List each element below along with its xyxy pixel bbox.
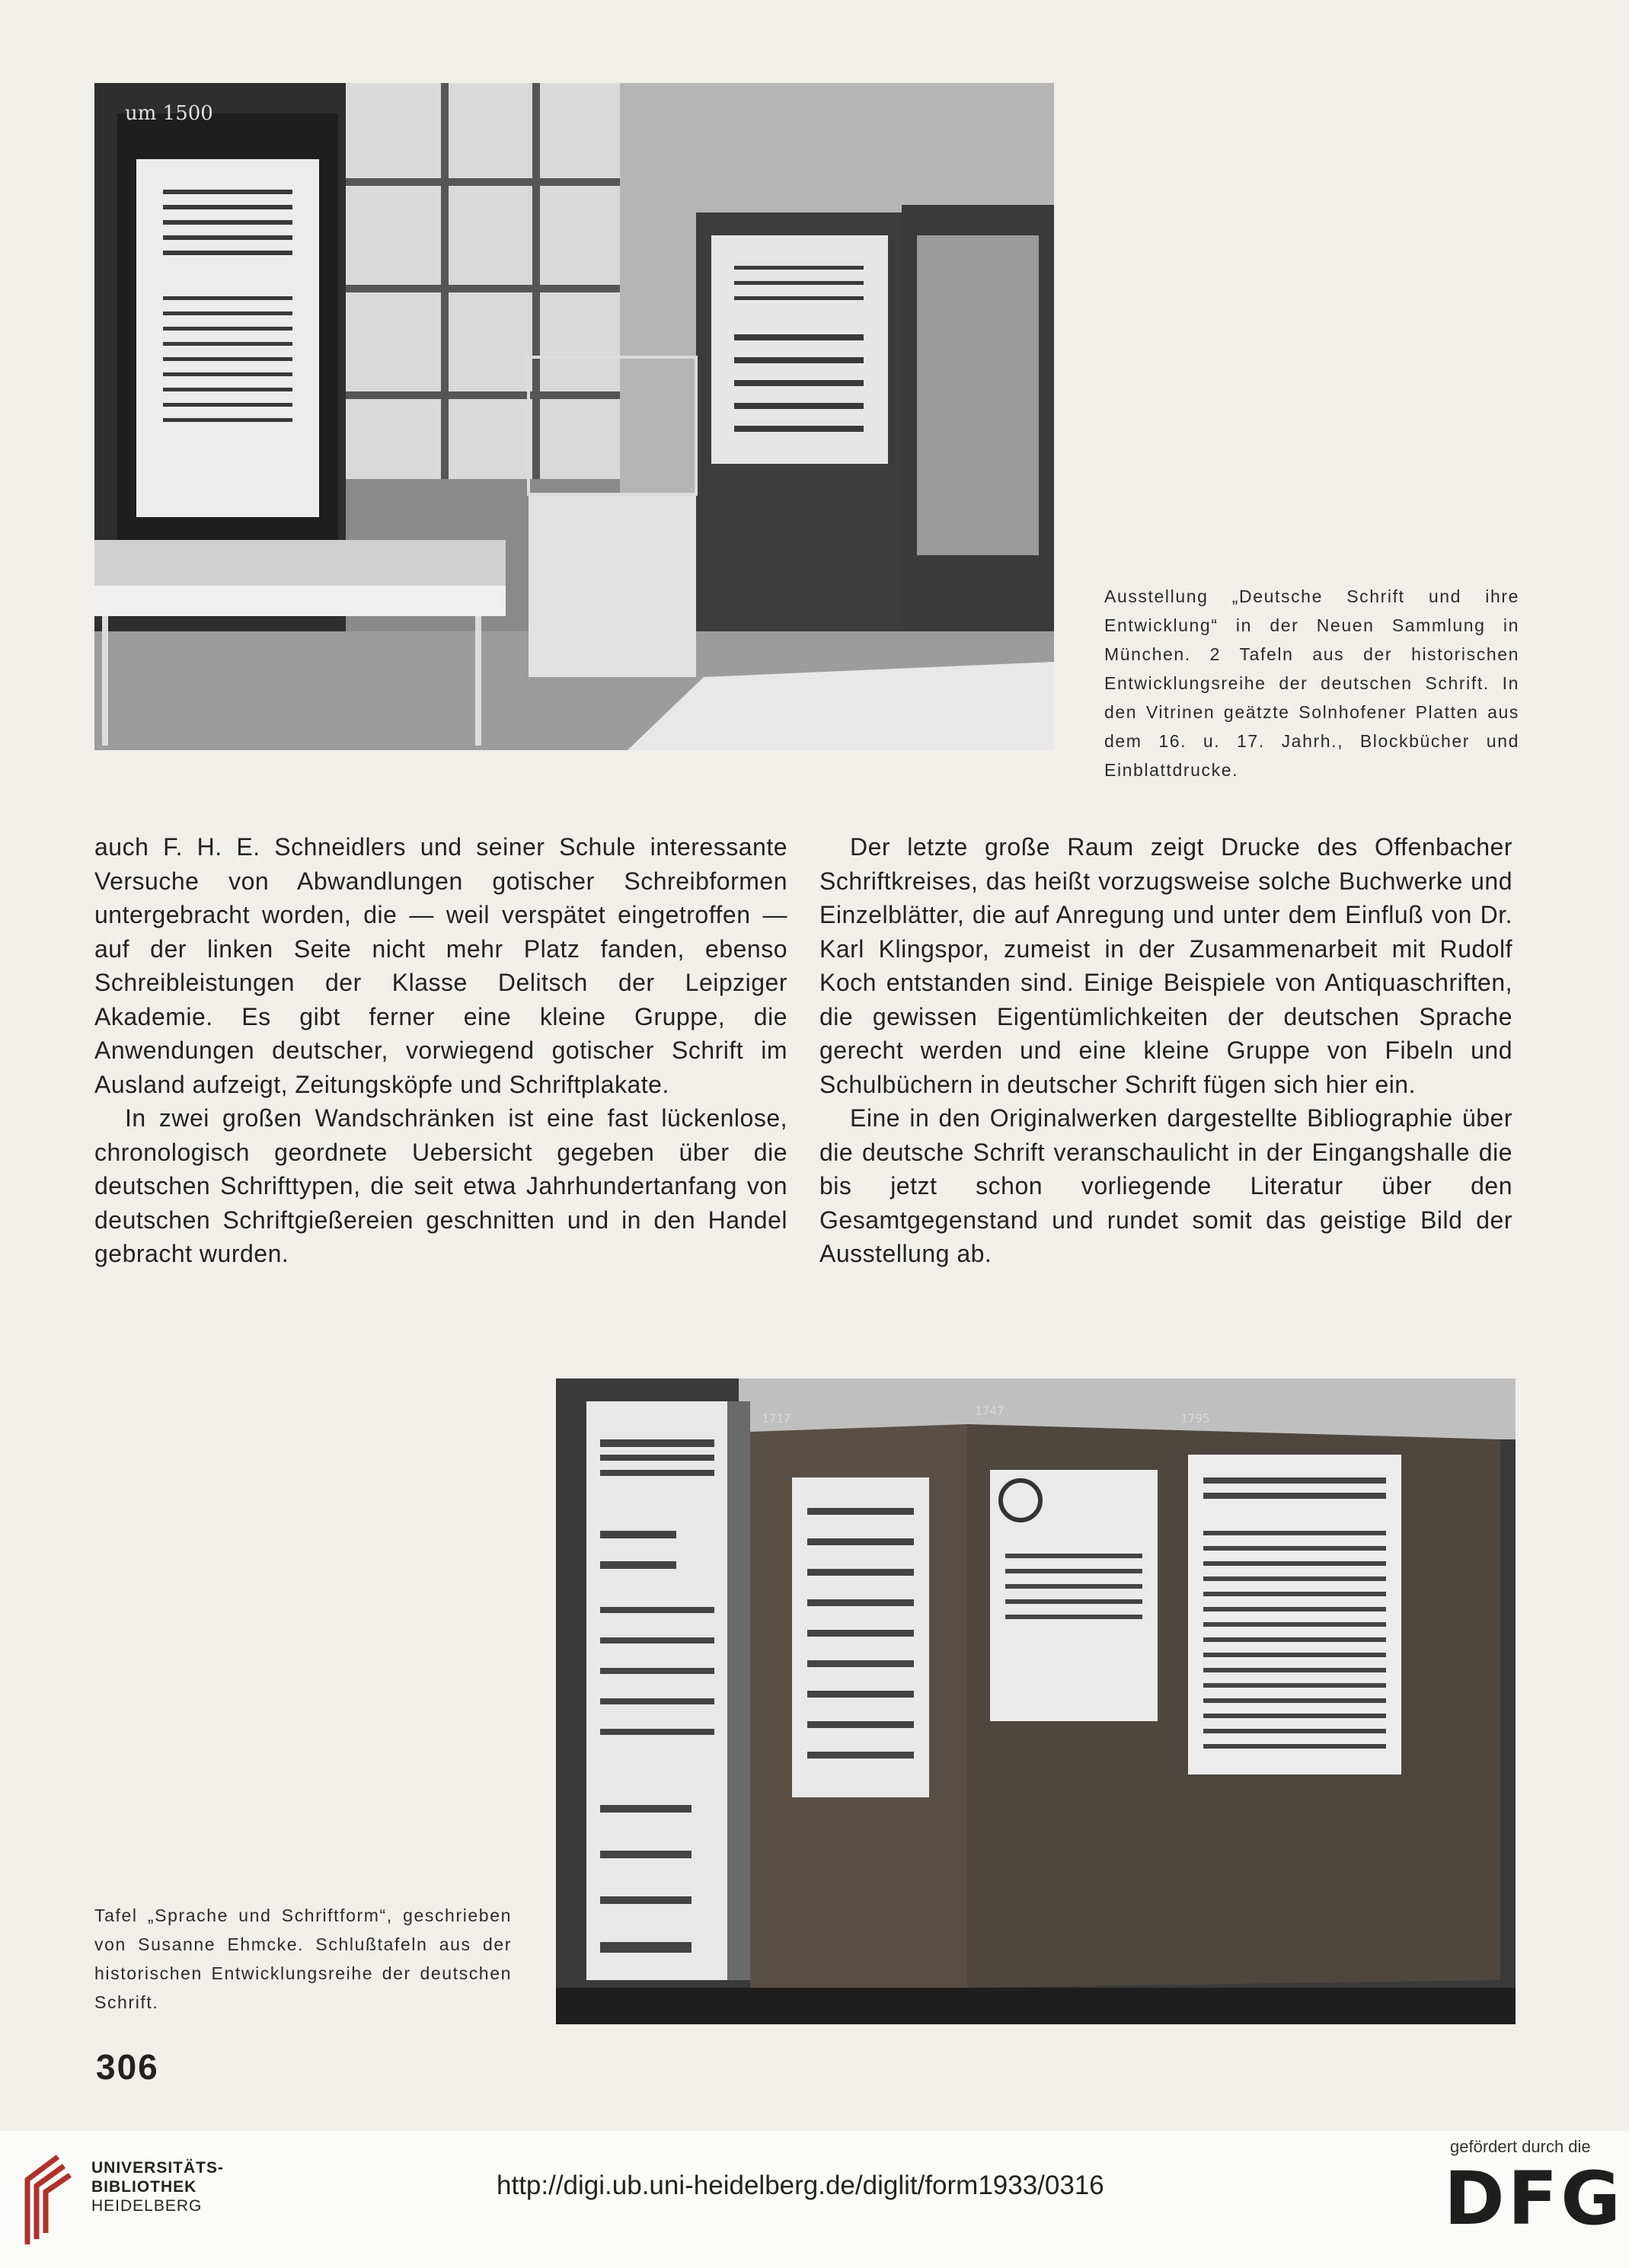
right-paragraph-2: Eine in den Originalwerken dargestellte Bibliographie über die deutsche Schrift veranschaulicht in der Eingangshalle die bis jetzt schon vorliegende Literatur über den Gesamtgegenstand und rundet somit das geistige Bild der Ausstellung ab. — [819, 1104, 1512, 1267]
right-text-column — [819, 830, 1512, 1271]
right-paragraph-1: Der letzte große Raum zeigt Drucke des Offenbacher Schriftkreises, das heißt vorzugsweise solche Buchwerke und Einzelblätter, die auf Anregung und unter dem Einfluß von Dr. Karl Klingspor, zumeist in der Zusammenarbeit mit Rudolf Koch entstanden sind. Einige Beispiele von Antiquaschriften, die gewissen Eigentümlichkeiten der deutschen Sprache gerecht werden und eine kleine Gruppe von Fibeln und Schulbüchern in deutscher Schrift fügen sich hier ein. — [819, 833, 1512, 1098]
dfg-logo: DFG — [1444, 2156, 1624, 2241]
library-line-1: UNIVERSITÄTS- — [91, 2159, 225, 2177]
exhibition-photo-top — [94, 83, 1054, 750]
left-text-column — [94, 830, 787, 1271]
exhibition-photo-bottom — [556, 1378, 1516, 2024]
library-logo-icon — [20, 2149, 81, 2248]
panel-year-1747: 1747 — [975, 1404, 1005, 1418]
page-number: 306 — [96, 2047, 159, 2087]
top-figure-caption: Ausstellung „Deutsche Schrift und ihre Entwicklung“ in der Neuen Sammlung in München. 2 Tafeln aus der historischen Entwicklungsreihe der deutschen Schrift. In den Vitrinen geätzte Solnhofener Platten aus dem 16. u. 17. Jahrh., Blockbücher und Einblattdrucke. — [1104, 586, 1519, 780]
panel-label-um-1500: um 1500 — [125, 102, 213, 125]
left-paragraph-2: In zwei großen Wandschränken ist eine fast lückenlose, chronologisch geordnete Uebersicht gegeben über die deutschen Schrifttypen, die seit etwa Jahrhundertanfang von deutschen Schriftgießereien geschnitten und in den Handel gebracht wurden. — [94, 1104, 787, 1267]
library-line-3: HEIDELBERG — [91, 2197, 203, 2215]
panel-year-1717: 1717 — [762, 1411, 791, 1426]
permalink-url[interactable]: http://digi.ub.uni-heidelberg.de/diglit/form1933/0316 — [497, 2171, 1104, 2200]
library-name — [91, 2158, 224, 2215]
panel-year-1795: 1795 — [1180, 1411, 1210, 1426]
library-line-2: BIBLIOTHEK — [91, 2178, 197, 2196]
bottom-figure-caption: Tafel „Sprache und Schriftform“, geschrieben von Susanne Ehmcke. Schlußtafeln aus der historischen Entwicklungsreihe der deutschen Schrift. — [94, 1905, 512, 2012]
left-paragraph-1: auch F. H. E. Schneidlers und seiner Schule interessante Versuche von Abwandlungen gotischer Schreibformen untergebracht worden, die — weil verspätet eingetroffen — auf der linken Seite nicht mehr Platz fanden, ebenso Schreibleistungen der Klasse Delitsch der Leipziger Akademie. Es gibt ferner eine kleine Gruppe, die Anwendungen deutscher, vorwiegend gotischer Schrift im Ausland aufzeigt, Zeitungsköpfe und Schriftplakate. — [94, 833, 787, 1098]
funding-label: gefördert durch die — [1450, 2137, 1591, 2156]
